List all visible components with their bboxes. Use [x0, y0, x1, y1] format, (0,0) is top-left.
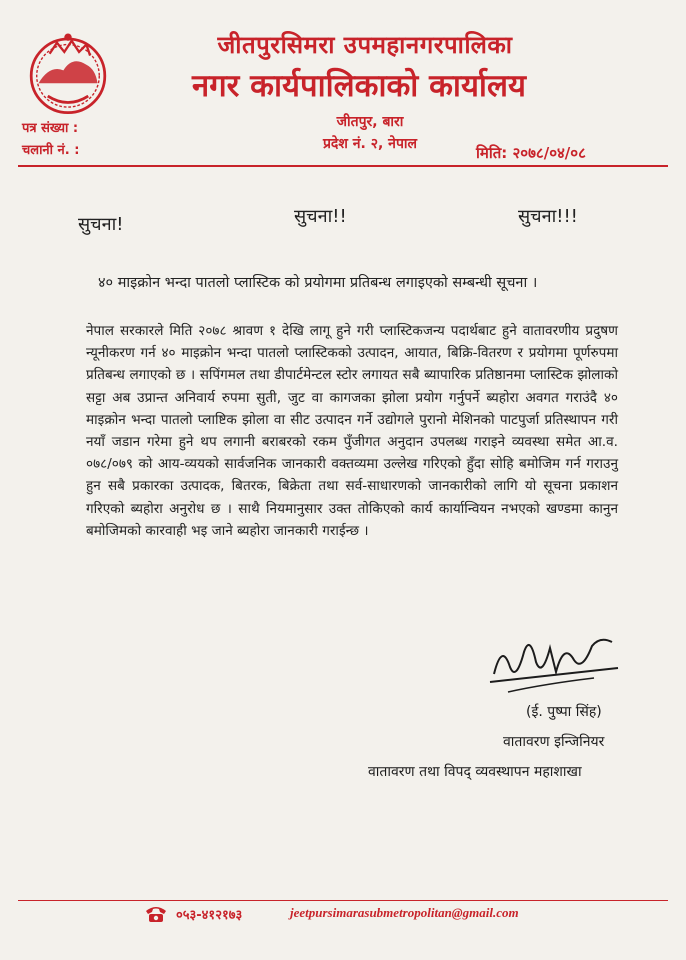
nepal-emblem-icon [22, 28, 114, 120]
org-name: जीतपुरसिमरा उपमहानगरपालिका [217, 31, 513, 59]
chalani-no-label: चलानी नं. : [22, 143, 80, 158]
handwritten-signature [484, 612, 624, 702]
signatory-department: वातावरण तथा विपद् व्यवस्थापन महाशाखा [368, 764, 582, 780]
footer-phone: ०५३-४१२१७३ [176, 908, 243, 923]
notice-subject: ४० माइक्रोन भन्दा पातलो प्लास्टिक को प्रयोगमा प्रतिबन्ध लगाइएको सम्बन्धी सूचना । [98, 275, 538, 291]
notice-heading-3: सुचना!!! [518, 206, 578, 227]
footer-email[interactable]: jeetpursimarasubmetropolitan@gmail.com [290, 905, 519, 920]
footer-divider [18, 900, 668, 901]
signatory-title: वातावरण इन्जिनियर [503, 734, 605, 750]
header-divider [18, 165, 668, 167]
address-line-2: प्रदेश नं. २, नेपाल [322, 136, 418, 152]
telephone-icon [144, 903, 168, 923]
patra-sankhya-label: पत्र संख्या : [22, 121, 79, 136]
signatory-name: (ई. पुष्पा सिंह) [526, 704, 602, 720]
office-name: नगर कार्यपालिकाको कार्यालय [192, 68, 526, 104]
notice-body: नेपाल सरकारले मिति २०७८ श्रावण १ देखि लागू हुने गरी प्लास्टिकजन्य पदार्थबाट हुने वातावरणीय प्रदुषण न्यूनीकरण गर्न ४० माइक्रोन भन्दा पातलो प्लास्टिकको उत्पादन, आयात, बिक्रि-वितरण र प्रयोगमा पूर्णरुपमा प्रतिबन्ध लगाएको छ । सपिंगमल तथा डीपार्टमेन्टल स्टोर लगायत सबै ब्यापारिक प्रतिष्ठानमा प्लास्टिक झोलाको सट्टा अब उप्रान्त अनिवार्य रुपमा सुती, जुट वा कागजका झोला प्रयोग गर्नुपर्ने ब्यहोरा अवगत गराउंदै ४० माइक्रोन भन्दा पातलो प्लाष्टिक झोला वा सीट उत्पादन गर्ने उद्योगले पुरानो मेशिनको पाटपुर्जा प्रतिस्थापन गरी नयाँ जडान गरेमा हुने थप लगानी बराबरको रकम पुँजीगत अनुदान उपलब्ध गराइने व्यवस्था समेत आ.व. ०७८/०७९ को आय-व्ययको सार्वजनिक जानकारी वक्तव्यमा उल्लेख गरिएको हुँदा सोहि बमोजिम गर्न गराउनु हुन सबै प्रकारका उत्पादक, बितरक, बिक्रेता तथा सर्व-साधारणको जानकारीको लागि यो सूचना प्रकाशन गरिएको ब्यहोरा अनुरोध छ । साथै नियमानुसार उक्त तोकिएको कार्य कार्यान्वियन नभएको खण्डमा कानुन बमोजिमको कारवाही भइ जाने ब्यहोरा जानकारी गराईन्छ । [86, 323, 618, 539]
notice-heading-2: सुचना!! [294, 206, 347, 227]
letter-date: मिति: २०७८/०४/०८ [476, 144, 586, 162]
notice-heading-1: सुचना! [78, 214, 124, 235]
address-line-1: जीतपुर, बारा [336, 114, 404, 130]
